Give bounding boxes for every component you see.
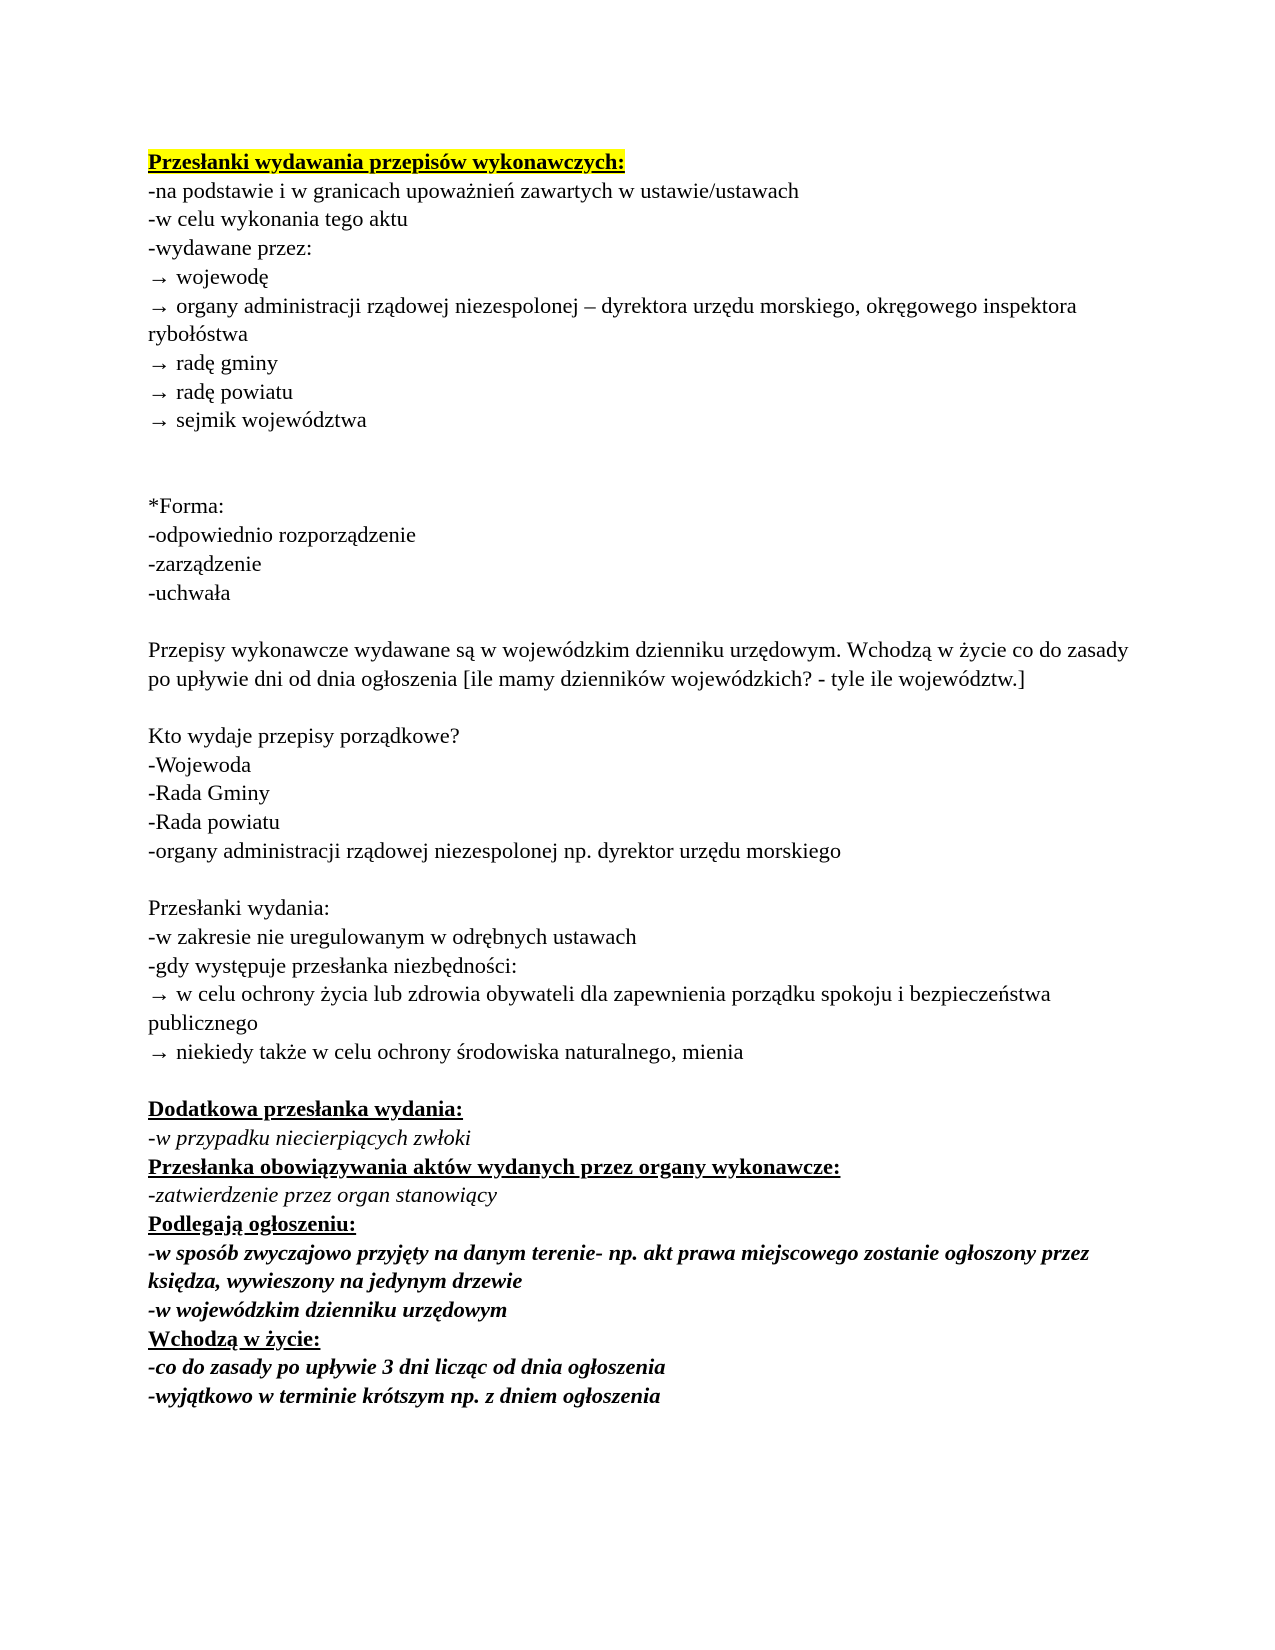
section-heading: Dodatkowa przesłanka wydania:	[148, 1096, 464, 1122]
list-item: -Wojewoda	[148, 751, 252, 777]
document-body	[148, 148, 1138, 1411]
list-item: -Rada powiatu	[148, 809, 280, 835]
list-item: -w sposób zwyczajowo przyjęty na danym terenie- np. akt prawa miejscowego zostanie ogłoszony przez księdza, wywieszony na jedynym drzewie	[148, 1239, 1090, 1294]
list-item: -uchwała	[148, 579, 231, 605]
list-item: -co do zasady po upływie 3 dni licząc od dnia ogłoszenia	[148, 1354, 666, 1380]
list-item: -wydawane przez:	[148, 235, 313, 261]
list-item: -zatwierdzenie przez organ stanowiący	[148, 1182, 497, 1208]
section-heading: Kto wydaje przepisy porządkowe?	[148, 723, 460, 749]
list-item: -w przypadku niecierpiących zwłoki	[148, 1124, 472, 1150]
highlighted-heading: Przesłanki wydawania przepisów wykonawczych:	[148, 149, 625, 174]
section-heading	[148, 148, 1138, 177]
list-item: -na podstawie i w granicach upoważnień zawartych w ustawie/ustawach	[148, 177, 799, 203]
section-heading: Wchodzą w życie:	[148, 1325, 321, 1351]
list-item: → niekiedy także w celu ochrony środowiska naturalnego, mienia	[148, 1038, 744, 1064]
list-item: → organy administracji rządowej niezespolonej – dyrektora urzędu morskiego, okręgowego inspektora rybołóstwa	[148, 292, 1077, 347]
list-item: -gdy występuje przesłanka niezbędności:	[148, 952, 518, 978]
spacer	[148, 693, 1138, 722]
list-item: -odpowiednio rozporządzenie	[148, 522, 417, 548]
list-item: → radę powiatu	[148, 378, 293, 404]
list-item: → w celu ochrony życia lub zdrowia obywateli dla zapewnienia porządku spokoju i bezpieczeństwa publicznego	[148, 981, 1051, 1036]
list-item: -Rada Gminy	[148, 780, 270, 806]
section-heading: *Forma:	[148, 493, 225, 519]
spacer	[148, 1066, 1138, 1095]
list-item: → sejmik województwa	[148, 407, 367, 433]
section-heading: Podlegają ogłoszeniu:	[148, 1210, 357, 1236]
section-heading: Przesłanka obowiązywania aktów wydanych przez organy wykonawcze:	[148, 1153, 841, 1179]
list-item: -zarządzenie	[148, 550, 262, 576]
spacer	[148, 607, 1138, 636]
list-item: -w wojewódzkim dzienniku urzędowym	[148, 1297, 508, 1323]
paragraph: Przepisy wykonawcze wydawane są w wojewódzkim dzienniku urzędowym. Wchodzą w życie co do zasady po upływie dni od dnia ogłoszenia [ile mamy dzienników wojewódzkich? - tyle ile województw.]	[148, 636, 1129, 691]
list-item: -organy administracji rządowej niezespolonej np. dyrektor urzędu morskiego	[148, 837, 842, 863]
list-item: → radę gminy	[148, 349, 278, 375]
list-item: -w celu wykonania tego aktu	[148, 206, 408, 232]
list-item: → wojewodę	[148, 263, 269, 289]
list-item: -w zakresie nie uregulowanym w odrębnych ustawach	[148, 923, 637, 949]
list-item: -wyjątkowo w terminie krótszym np. z dniem ogłoszenia	[148, 1383, 661, 1409]
section-heading: Przesłanki wydania:	[148, 895, 330, 921]
spacer	[148, 866, 1138, 895]
spacer	[148, 435, 1138, 492]
